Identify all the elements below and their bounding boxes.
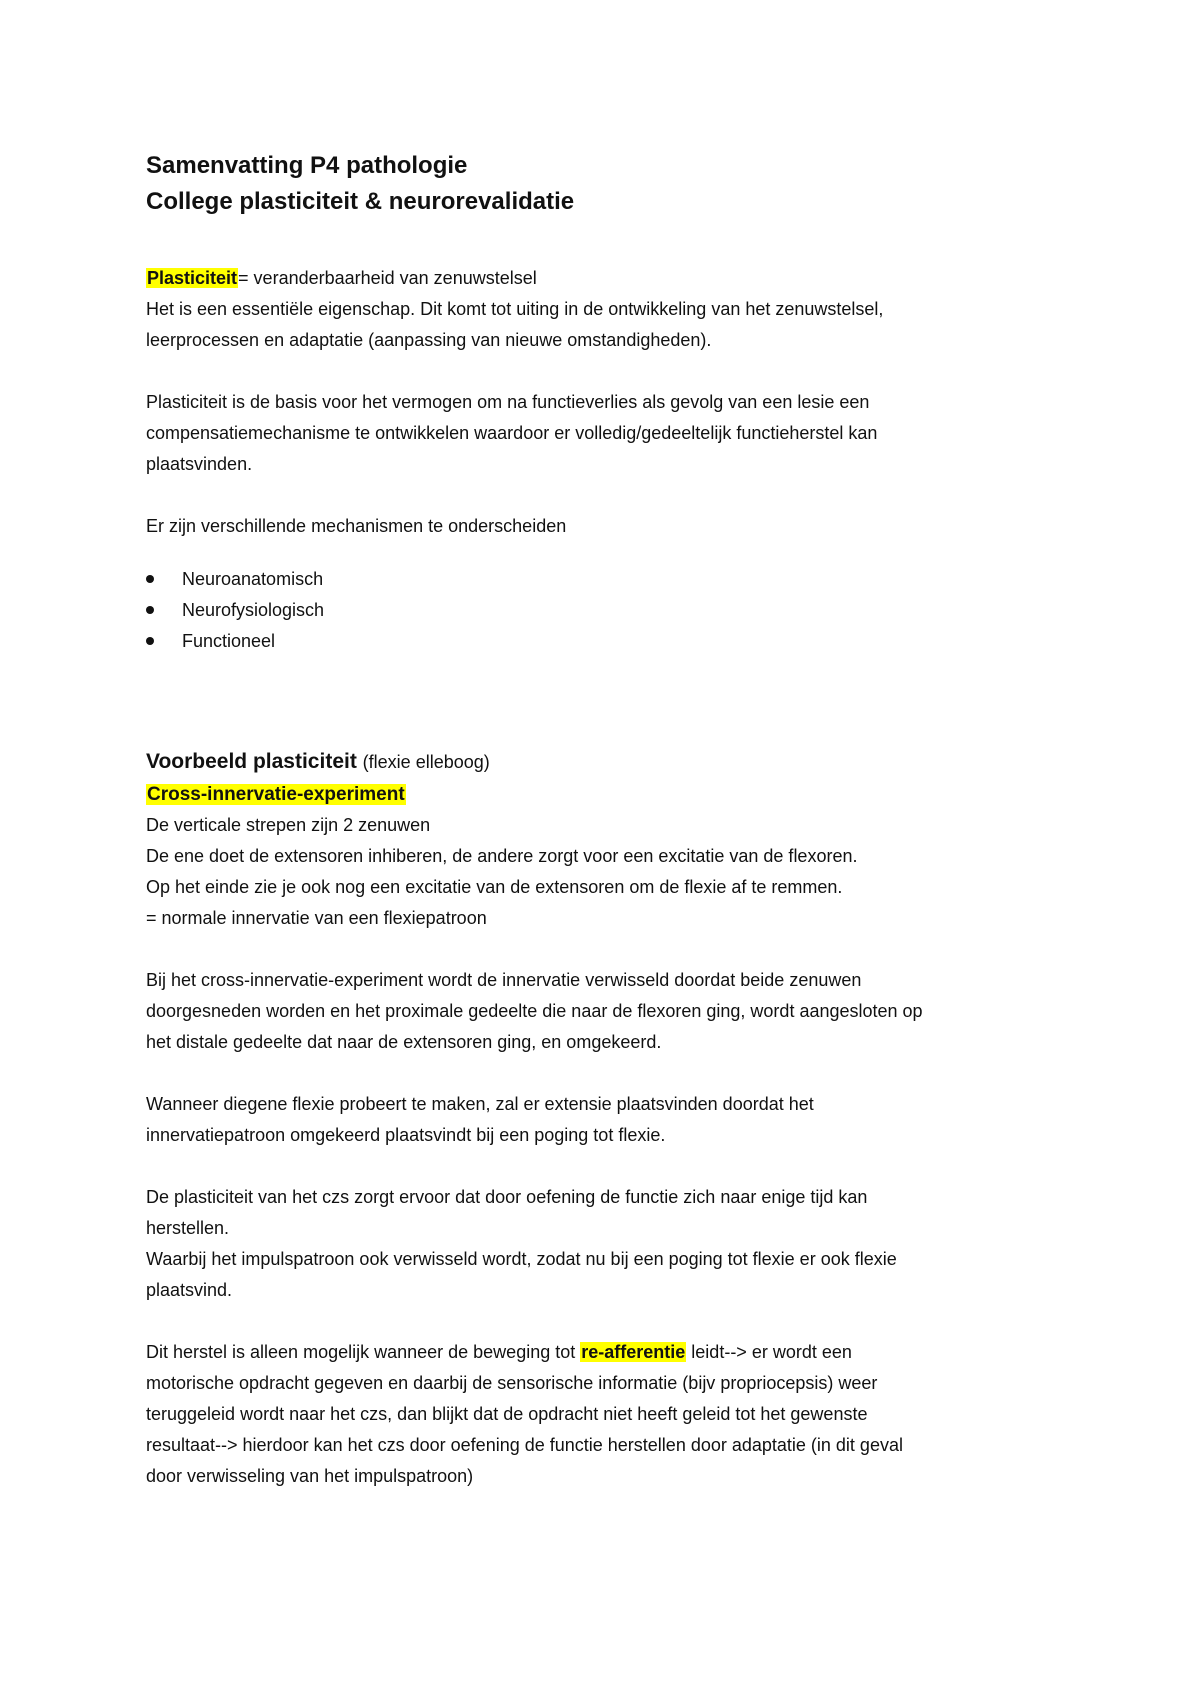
basis-line-1: Plasticiteit is de basis voor het vermogen om na functieverlies als gevolg van een lesie een	[146, 392, 870, 412]
czs-line-2: herstellen.	[146, 1218, 230, 1238]
list-item: Neuroanatomisch	[146, 564, 1046, 595]
definition-line-2: Het is een essentiële eigenschap. Dit komt tot uiting in de ontwikkeling van het zenuwstelsel,	[146, 299, 884, 319]
cross-line-2: doorgesneden worden en het proximale gedeelte die naar de flexoren ging, wordt aangesloten op	[146, 1001, 923, 1021]
example-line-3: Op het einde zie je ook nog een excitatie van de extensoren om de flexie af te remmen.	[146, 877, 843, 897]
bullet-icon	[146, 606, 154, 614]
highlighted-term-cross-innervatie: Cross-innervatie-experiment	[147, 784, 405, 805]
czs-line-1: De plasticiteit van het czs zorgt ervoor dat door oefening de functie zich naar enige tijd kan	[146, 1187, 868, 1207]
example-line-4: = normale innervatie van een flexiepatroon	[146, 908, 487, 928]
list-item: Functioneel	[146, 626, 1046, 657]
basis-line-3: plaatsvinden.	[146, 454, 253, 474]
definition-text: = veranderbaarheid van zenuwstelsel	[238, 268, 537, 288]
bullet-icon	[146, 637, 154, 645]
recovery-line-2: motorische opdracht gegeven en daarbij de sensorische informatie (bijv propriocepsis) weer	[146, 1373, 878, 1393]
flexion-line-2: innervatiepatroon omgekeerd plaatsvindt bij een poging tot flexie.	[146, 1125, 666, 1145]
recovery-line-3: teruggeleid wordt naar het czs, dan blijkt dat de opdracht niet heeft geleid tot het gewenste	[146, 1404, 868, 1424]
basis-line-2: compensatiemechanisme te ontwikkelen waardoor er volledig/gedeeltelijk functieherstel kan	[146, 423, 878, 443]
bullet-icon	[146, 575, 154, 583]
example-heading: Voorbeeld plasticiteit (flexie elleboog)	[146, 750, 490, 773]
document-subtitle: College plasticiteit & neurorevalidatie	[146, 188, 575, 215]
definition-line	[146, 263, 1046, 294]
cross-line-3: het distale gedeelte dat naar de extensoren ging, en omgekeerd.	[146, 1032, 662, 1052]
example-line-2: De ene doet de extensoren inhiberen, de andere zorgt voor een excitatie van de flexoren.	[146, 846, 858, 866]
recovery-line-5: door verwisseling van het impulspatroon)	[146, 1466, 474, 1486]
recovery-line-1: Dit herstel is alleen mogelijk wanneer de beweging tot re-afferentie leidt--> er wordt een	[146, 1342, 852, 1362]
document-title: Samenvatting P4 pathologie	[146, 152, 468, 179]
document-content	[146, 148, 1046, 1492]
list-item: Neurofysiologisch	[146, 595, 1046, 626]
cross-line-1: Bij het cross-innervatie-experiment wordt de innervatie verwisseld doordat beide zenuwen	[146, 970, 862, 990]
highlighted-term-re-afferentie: re-afferentie	[581, 1342, 686, 1362]
highlighted-term-plasticiteit: Plasticiteit	[147, 268, 238, 288]
example-subheading	[146, 779, 1046, 810]
definition-line-3: leerprocessen en adaptatie (aanpassing van nieuwe omstandigheden).	[146, 330, 712, 350]
example-line-1: De verticale strepen zijn 2 zenuwen	[146, 815, 431, 835]
czs-line-4: plaatsvind.	[146, 1280, 233, 1300]
flexion-line-1: Wanneer diegene flexie probeert te maken, zal er extensie plaatsvinden doordat het	[146, 1094, 814, 1114]
recovery-line-4: resultaat--> hierdoor kan het czs door oefening de functie herstellen door adaptatie (in dit geval	[146, 1435, 903, 1455]
mechanisms-list	[146, 564, 1046, 657]
czs-line-3: Waarbij het impulspatroon ook verwisseld wordt, zodat nu bij een poging tot flexie er ook flexie	[146, 1249, 897, 1269]
mechanisms-intro: Er zijn verschillende mechanismen te onderscheiden	[146, 516, 567, 536]
